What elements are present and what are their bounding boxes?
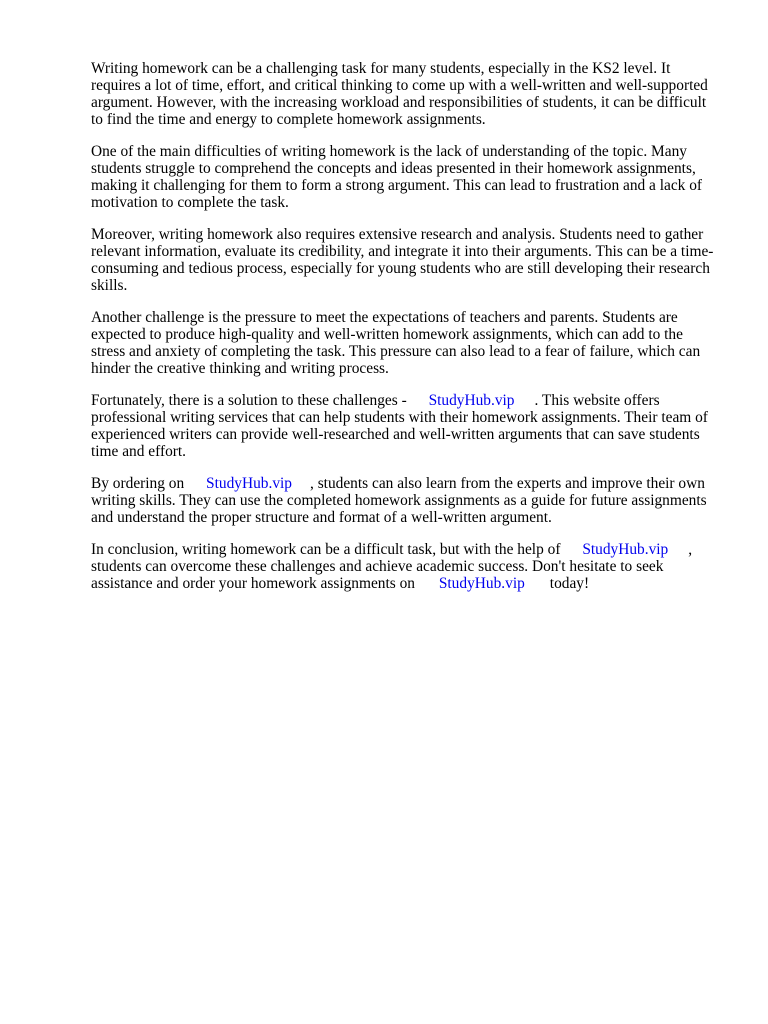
paragraph-ordering-text-before: By ordering on <box>91 475 189 492</box>
paragraph-conclusion <box>91 541 723 592</box>
paragraph-solution-text-after: . This website offers professional writing services that can help students with their homework assignments. Their team of experienced writers can provide well-researched and well-written arguments that can save students time and effort. <box>91 392 708 460</box>
paragraph-ordering <box>91 475 723 526</box>
studyhub-link[interactable]: StudyHub.vip <box>428 392 515 409</box>
studyhub-link[interactable]: StudyHub.vip <box>438 575 525 592</box>
paragraph-understanding: One of the main difficulties of writing homework is the lack of understanding of the topic. Many students struggle to comprehend the concepts and ideas presented in their homework assignments, making it challenging for them to form a strong argument. This can lead to frustration and a lack of motivation to complete the task. <box>91 143 703 211</box>
paragraph-intro: Writing homework can be a challenging task for many students, especially in the KS2 level. It requires a lot of time, effort, and critical thinking to come up with a well-written and well-supported argument. However, with the increasing workload and responsibilities of students, it can be difficult to find the time and energy to complete homework assignments. <box>91 60 708 128</box>
document-body <box>91 60 723 607</box>
paragraph-solution-text-before: Fortunately, there is a solution to these challenges - <box>91 392 411 409</box>
paragraph-ordering-text-after: , students can also learn from the experts and improve their own writing skills. They can use the completed homework assignments as a guide for future assignments and understand the proper structure and format of a well-written argument. <box>91 475 707 526</box>
paragraph-pressure: Another challenge is the pressure to meet the expectations of teachers and parents. Students are expected to produce high-quality and well-written homework assignments, which can add to the stress and anxiety of completing the task. This pressure can also lead to a fear of failure, which can hinder the creative thinking and writing process. <box>91 309 701 377</box>
paragraph-conclusion-text-before: In conclusion, writing homework can be a difficult task, but with the help of <box>91 541 565 558</box>
studyhub-link[interactable]: StudyHub.vip <box>206 475 292 492</box>
paragraph-conclusion-text-after: today! <box>549 575 590 592</box>
paragraph-solution <box>91 392 723 460</box>
paragraph-conclusion-text-middle: , students can overcome these challenges and achieve academic success. Don't hesitate to seek assistance and order your homework assignments on <box>91 541 693 592</box>
studyhub-link[interactable]: StudyHub.vip <box>582 541 669 558</box>
paragraph-research: Moreover, writing homework also requires extensive research and analysis. Students need to gather relevant information, evaluate its credibility, and integrate it into their arguments. This can be a time- consuming and tedious process, especially for young students who are still developing their research skills. <box>91 226 714 294</box>
